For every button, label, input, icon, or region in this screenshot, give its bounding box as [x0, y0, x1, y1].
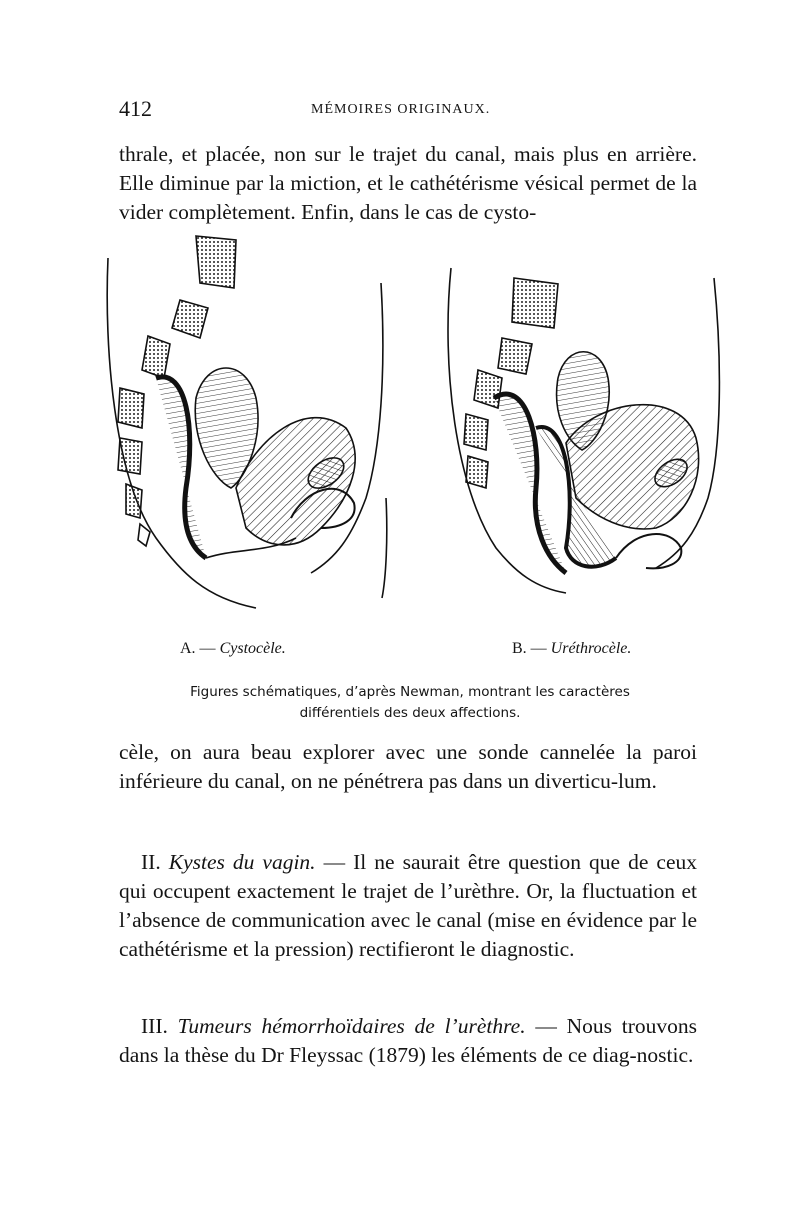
figure-label-a-name: Cystocèle. — [219, 640, 286, 657]
section-3-text: — Nous trouvons dans la thèse du Dr Fleyssac (1879) les éléments de ce diag-nostic. — [119, 1014, 698, 1067]
figure-caption: Figures schématiques, d’après Newman, montrant les caractères différentiels des deux affections. — [190, 684, 630, 721]
running-title: MÉMOIRES ORIGINAUX. — [311, 102, 491, 117]
paragraph-after-figure: cèle, on aura beau explorer avec une sonde cannelée la paroi inférieure du canal, on ne pénétrera pas dans un diverticu-lum. — [119, 740, 697, 793]
section-2-text: — Il ne saurait être question que de ceux qui occupent exactement le trajet de l’urèthre. Or, la fluctuation et l’absence de communication avec le canal (mise en évidence par le cathétérisme et la pression) rectifieront le diagnostic. — [119, 850, 698, 961]
figure-label-a — [180, 640, 286, 658]
paragraph-top: thrale, et placée, non sur le trajet du canal, mais plus en arrière. Elle diminue par la miction, et le cathétérisme vésical permet de la vider complètement. Enfin, dans le cas de cysto- — [119, 142, 697, 224]
page-number: 412 — [119, 96, 152, 121]
figure-label-a-letter: A. — — [180, 640, 216, 657]
figure-a-drawing — [107, 236, 387, 608]
figure-b-drawing — [448, 268, 719, 593]
section-2-title: Kystes du vagin. — [168, 850, 316, 874]
section-2-number: II. — [141, 850, 161, 874]
paragraph-section-3 — [119, 1012, 697, 1070]
figure-label-b — [512, 640, 631, 658]
section-3-number: III. — [141, 1014, 168, 1038]
paragraph-section-2 — [119, 848, 697, 964]
figure-label-b-name: Uréthrocèle. — [550, 640, 632, 657]
figure-label-b-letter: B. — — [512, 640, 547, 657]
anatomical-figure — [96, 228, 726, 668]
running-head — [119, 96, 699, 126]
section-3-title: Tumeurs hémorrhoïdaires de l’urèthre. — [177, 1014, 526, 1038]
